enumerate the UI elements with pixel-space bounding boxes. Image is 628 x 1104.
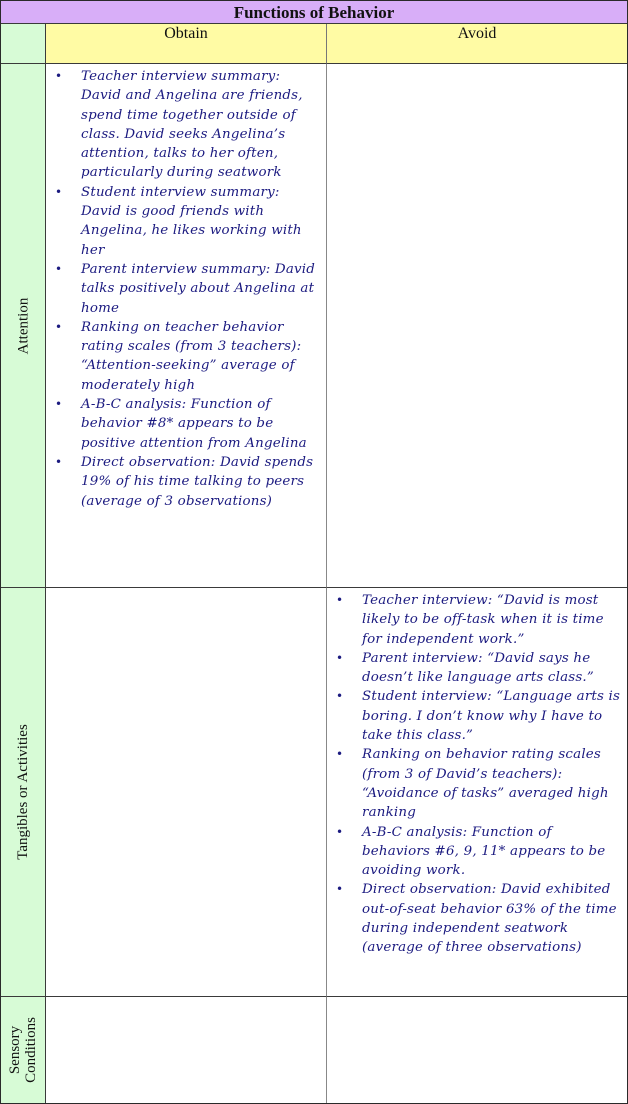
cell-attention-avoid (327, 64, 627, 588)
cell-sensory-obtain (46, 997, 327, 1103)
list-item: • Direct observation: David spends 19% of his time talking to peers (average of 3 observations) (46, 453, 318, 511)
row-label-line: Sensory (7, 1025, 24, 1075)
list-item: • A-B-C analysis: Function of behaviors #6, 9, 11* appears to be avoiding work. (327, 823, 623, 881)
row-label-attention (1, 64, 46, 588)
row-label-text (7, 1017, 39, 1083)
column-header-avoid: Avoid (327, 24, 627, 64)
evidence-list (46, 64, 326, 511)
evidence-list (327, 588, 627, 958)
row-label-text: Tangibles or Activities (15, 724, 31, 860)
cell-sensory-avoid (327, 997, 627, 1103)
list-item: • Teacher interview summary: David and Angelina are friends, spend time together outside of class. David seeks Angelina’s attention, talks to her often, particularly during seatwork (46, 67, 318, 183)
cell-tangibles-obtain (46, 588, 327, 997)
list-item: • A-B-C analysis: Function of behavior #8* appears to be positive attention from Angelina (46, 395, 318, 453)
row-label-tangibles (1, 588, 46, 997)
table-title: Functions of Behavior (1, 1, 627, 24)
list-item: • Parent interview: “David says he doesn’t like language arts class.” (327, 649, 623, 688)
list-item: • Ranking on teacher behavior rating scales (from 3 teachers): “Attention-seeking” average of moderately high (46, 318, 318, 395)
row-label-sensory (1, 997, 46, 1103)
list-item: • Teacher interview: “David is most likely to be off-task when it is time for independent work.” (327, 591, 623, 649)
row-label-text: Attention (15, 297, 32, 354)
corner-cell (1, 24, 46, 64)
list-item: • Student interview summary: David is good friends with Angelina, he likes working with her (46, 183, 318, 260)
list-item: • Student interview: “Language arts is boring. I don’t know why I have to take this class.” (327, 687, 623, 745)
row-label-line: Conditions (23, 1017, 40, 1083)
list-item: • Parent interview summary: David talks positively about Angelina at home (46, 260, 318, 318)
list-item: • Ranking on behavior rating scales (from 3 of David’s teachers): “Avoidance of tasks” averaged high ranking (327, 745, 623, 822)
list-item: • Direct observation: David exhibited out-of-seat behavior 63% of the time during independent seatwork (average of three observations) (327, 880, 623, 957)
column-header-obtain: Obtain (46, 24, 327, 64)
cell-tangibles-avoid (327, 588, 627, 997)
cell-attention-obtain (46, 64, 327, 588)
